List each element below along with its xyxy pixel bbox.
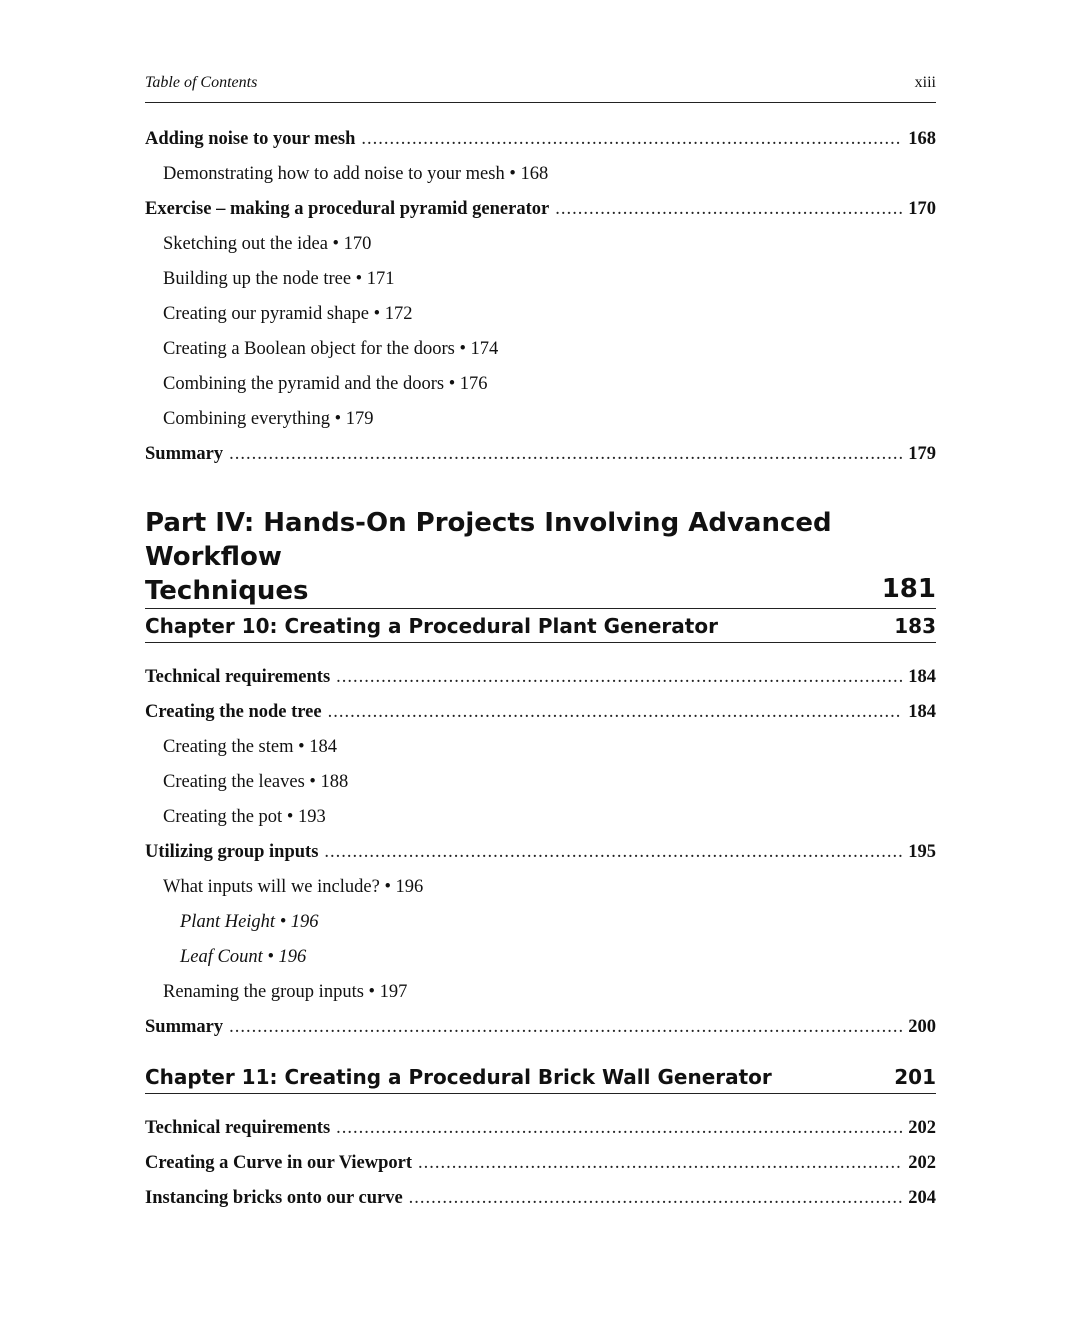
bullet-separator: • xyxy=(351,269,367,289)
toc-entry[interactable] xyxy=(145,872,954,902)
dot-leader xyxy=(336,662,902,692)
toc-entry-page: 176 xyxy=(459,374,488,394)
toc-entry[interactable] xyxy=(145,1012,936,1042)
toc-entry-page: 195 xyxy=(908,842,936,862)
toc-entry-label: Instancing bricks onto our curve xyxy=(145,1188,403,1208)
toc-entry[interactable] xyxy=(145,159,954,189)
toc-entry-label: Renaming the group inputs xyxy=(163,982,364,1002)
bullet-separator: • xyxy=(363,982,380,1002)
page-number: xiii xyxy=(914,74,936,91)
toc-entry[interactable] xyxy=(145,334,954,364)
toc-entry-page: 179 xyxy=(345,409,374,429)
toc-entry-page: 170 xyxy=(343,234,372,254)
dot-leader xyxy=(324,837,902,867)
part-page: 181 xyxy=(881,574,936,604)
toc-entry-page: 168 xyxy=(908,129,936,149)
toc-entry-label: Leaf Count xyxy=(180,947,263,967)
toc-entry-page: 184 xyxy=(908,667,936,687)
toc-entry-label: Plant Height xyxy=(180,912,276,932)
toc-entry-page: 204 xyxy=(908,1188,936,1208)
bullet-separator: • xyxy=(304,772,321,792)
chapter-10-title: Chapter 10: Creating a Procedural Plant Generator xyxy=(145,614,718,638)
toc-entry[interactable] xyxy=(145,439,936,469)
toc-entry-page: 197 xyxy=(379,982,408,1002)
bullet-separator: • xyxy=(275,912,291,932)
chapter-11-page: 201 xyxy=(894,1065,936,1089)
toc-entry[interactable] xyxy=(145,299,954,329)
toc-entry[interactable] xyxy=(145,1113,936,1143)
part-heading[interactable] xyxy=(145,506,936,609)
toc-entry-page: 172 xyxy=(384,304,413,324)
bullet-separator: • xyxy=(327,234,344,254)
toc-entry-page: 196 xyxy=(395,877,424,897)
bullet-separator: • xyxy=(454,339,471,359)
dot-leader xyxy=(229,439,902,469)
toc-entry-page: 184 xyxy=(309,737,337,757)
toc-entry-label: Adding noise to your mesh xyxy=(145,129,356,149)
toc-entry-label: Combining everything xyxy=(163,409,330,429)
toc-entry-label: Combining the pyramid and the doors xyxy=(163,374,445,394)
toc-entry-page: 196 xyxy=(278,947,307,967)
dot-leader xyxy=(418,1148,902,1178)
toc-entry-page: 184 xyxy=(908,702,936,722)
bullet-separator: • xyxy=(504,164,521,184)
toc-entry[interactable] xyxy=(145,837,936,867)
toc-entry[interactable] xyxy=(145,802,954,832)
bullet-separator: • xyxy=(282,807,298,827)
toc-entry-page: 202 xyxy=(908,1153,936,1173)
toc-entry-page: 170 xyxy=(908,199,936,219)
toc-entry[interactable] xyxy=(145,1148,936,1178)
toc-entry-label: Creating a Curve in our Viewport xyxy=(145,1153,413,1173)
toc-entry-page: 196 xyxy=(290,912,319,932)
toc-entry-label: Sketching out the idea xyxy=(163,234,328,254)
toc-entry-page: 168 xyxy=(520,164,549,184)
toc-entry[interactable] xyxy=(145,697,936,727)
chapter-11-title: Chapter 11: Creating a Procedural Brick Wall Generator xyxy=(145,1065,772,1089)
dot-leader xyxy=(555,194,902,224)
toc-entry[interactable] xyxy=(145,907,971,937)
toc-entry-label: What inputs will we include? xyxy=(163,877,380,897)
toc-entry-label: Demonstrating how to add noise to your mesh xyxy=(163,164,505,184)
toc-entry[interactable] xyxy=(145,124,936,154)
toc-entry-label: Technical requirements xyxy=(145,667,331,687)
toc-entry[interactable] xyxy=(145,977,954,1007)
dot-leader xyxy=(328,697,903,727)
toc-entry-page: 202 xyxy=(908,1118,936,1138)
toc-entry[interactable] xyxy=(145,264,954,294)
toc-entry-page: 174 xyxy=(470,339,499,359)
toc-entry[interactable] xyxy=(145,732,954,762)
bullet-separator: • xyxy=(330,409,346,429)
toc-entry-label: Creating the stem xyxy=(163,737,294,757)
toc-entry-page: 171 xyxy=(366,269,395,289)
running-header xyxy=(145,74,936,103)
toc-entry[interactable] xyxy=(145,194,936,224)
running-header-title: Table of Contents xyxy=(145,74,258,91)
toc-entry[interactable] xyxy=(145,369,954,399)
toc-entry[interactable] xyxy=(145,942,971,972)
toc-entry-label: Creating the pot xyxy=(163,807,283,827)
dot-leader xyxy=(336,1113,902,1143)
toc-entry-label: Exercise – making a procedural pyramid generator xyxy=(145,199,550,219)
dot-leader xyxy=(361,124,902,154)
toc-entry-label: Summary xyxy=(145,1017,224,1037)
toc-entry[interactable] xyxy=(145,404,954,434)
chapter-10-page: 183 xyxy=(894,614,936,638)
bullet-separator: • xyxy=(444,374,460,394)
dot-leader xyxy=(229,1012,902,1042)
toc-entry-label: Technical requirements xyxy=(145,1118,331,1138)
chapter-11-heading[interactable] xyxy=(145,1063,936,1094)
toc-entry-label: Building up the node tree xyxy=(163,269,352,289)
toc-entry-label: Creating a Boolean object for the doors xyxy=(163,339,455,359)
toc-entry[interactable] xyxy=(145,767,954,797)
dot-leader xyxy=(409,1183,903,1213)
bullet-separator: • xyxy=(379,877,396,897)
part-title-line2: Techniques xyxy=(145,576,309,606)
bullet-separator: • xyxy=(262,947,279,967)
bullet-separator: • xyxy=(369,304,385,324)
toc-entry-page: 193 xyxy=(297,807,326,827)
toc-entry[interactable] xyxy=(145,662,936,692)
toc-entry-label: Utilizing group inputs xyxy=(145,842,319,862)
bullet-separator: • xyxy=(293,737,310,757)
chapter-10-heading[interactable] xyxy=(145,612,936,643)
toc-entry[interactable] xyxy=(145,229,954,259)
toc-entry[interactable] xyxy=(145,1183,936,1213)
toc-entry-label: Creating the node tree xyxy=(145,702,322,722)
toc-entry-label: Creating our pyramid shape xyxy=(163,304,370,324)
toc-entry-label: Creating the leaves xyxy=(163,772,305,792)
toc-entry-label: Summary xyxy=(145,444,224,464)
toc-entry-page: 179 xyxy=(908,444,936,464)
part-title-line1: Part IV: Hands-On Projects Involving Advanced Workflow xyxy=(145,508,832,572)
toc-entry-page: 188 xyxy=(320,772,349,792)
toc-entry-page: 200 xyxy=(908,1017,936,1037)
